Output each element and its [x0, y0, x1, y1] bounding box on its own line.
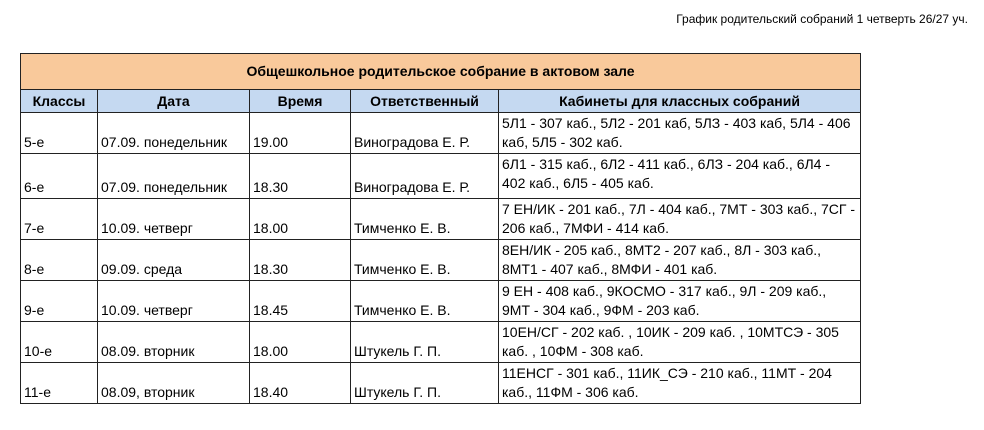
- meeting-schedule-table: [20, 53, 861, 404]
- table-row: [21, 281, 861, 322]
- cell-rooms: 7 ЕН/ИК - 201 каб., 7Л - 404 каб., 7МТ - 303 каб., 7СГ - 206 каб., 7МФИ - 414 каб.: [499, 199, 861, 240]
- cell-time: 18.30: [250, 154, 351, 199]
- cell-grade: 11-е: [21, 363, 98, 404]
- cell-responsible: Штукель Г. П.: [351, 363, 499, 404]
- table-row: [21, 113, 861, 154]
- cell-grade: 7-е: [21, 199, 98, 240]
- cell-grade: 6-е: [21, 154, 98, 199]
- cell-time: 18.45: [250, 281, 351, 322]
- cell-rooms: 6Л1 - 315 каб., 6Л2 - 411 каб., 6ЛЗ - 204 каб., 6Л4 - 402 каб., 6Л5 - 405 каб.: [499, 154, 861, 199]
- cell-rooms: 5Л1 - 307 каб., 5Л2 - 201 каб, 5ЛЗ - 403 каб, 5Л4 - 406 каб, 5Л5 - 302 каб.: [499, 113, 861, 154]
- cell-responsible: Тимченко Е. В.: [351, 240, 499, 281]
- cell-date: 07.09. понедельник: [98, 154, 250, 199]
- cell-rooms: 8ЕН/ИК - 205 каб., 8МТ2 - 207 каб., 8Л - 303 каб., 8МТ1 - 407 каб., 8МФИ - 401 каб.: [499, 240, 861, 281]
- cell-date: 07.09. понедельник: [98, 113, 250, 154]
- table-row: [21, 363, 861, 404]
- column-header-time: Время: [250, 90, 351, 113]
- table-title-row: [21, 54, 861, 90]
- column-header-date: Дата: [98, 90, 250, 113]
- cell-grade: 5-е: [21, 113, 98, 154]
- cell-time: 18.00: [250, 322, 351, 363]
- table-row: [21, 322, 861, 363]
- cell-responsible: Тимченко Е. В.: [351, 281, 499, 322]
- column-header-rooms: Кабинеты для классных собраний: [499, 90, 861, 113]
- cell-rooms: 11ЕНСГ - 301 каб., 11ИК_СЭ - 210 каб., 11МТ - 204 каб., 11ФМ - 306 каб.: [499, 363, 861, 404]
- cell-time: 18.00: [250, 199, 351, 240]
- cell-responsible: Виноградова Е. Р.: [351, 154, 499, 199]
- column-header-responsible: Ответственный: [351, 90, 499, 113]
- cell-responsible: Виноградова Е. Р.: [351, 113, 499, 154]
- column-header-grade: Классы: [21, 90, 98, 113]
- cell-date: 10.09. четверг: [98, 199, 250, 240]
- cell-rooms: 10ЕН/СГ - 202 каб. , 10ИК - 209 каб. , 10МТСЭ - 305 каб. , 10ФМ - 308 каб.: [499, 322, 861, 363]
- table-row: [21, 199, 861, 240]
- cell-time: 19.00: [250, 113, 351, 154]
- cell-responsible: Тимченко Е. В.: [351, 199, 499, 240]
- column-header-row: [21, 90, 861, 113]
- cell-date: 10.09. четверг: [98, 281, 250, 322]
- cell-time: 18.40: [250, 363, 351, 404]
- cell-grade: 10-е: [21, 322, 98, 363]
- cell-rooms: 9 ЕН - 408 каб., 9КОСМО - 317 каб., 9Л - 209 каб., 9МТ - 304 каб., 9ФМ - 203 каб.: [499, 281, 861, 322]
- document-caption: График родительский собраний 1 четверть 26/27 уч.: [676, 12, 968, 26]
- table-title: Общешкольное родительское собрание в актовом зале: [21, 54, 861, 90]
- cell-date: 08.09, вторник: [98, 363, 250, 404]
- cell-date: 09.09. среда: [98, 240, 250, 281]
- cell-grade: 9-е: [21, 281, 98, 322]
- cell-responsible: Штукель Г. П.: [351, 322, 499, 363]
- cell-grade: 8-е: [21, 240, 98, 281]
- cell-time: 18.30: [250, 240, 351, 281]
- cell-date: 08.09. вторник: [98, 322, 250, 363]
- table-row: [21, 240, 861, 281]
- table-row: [21, 154, 861, 199]
